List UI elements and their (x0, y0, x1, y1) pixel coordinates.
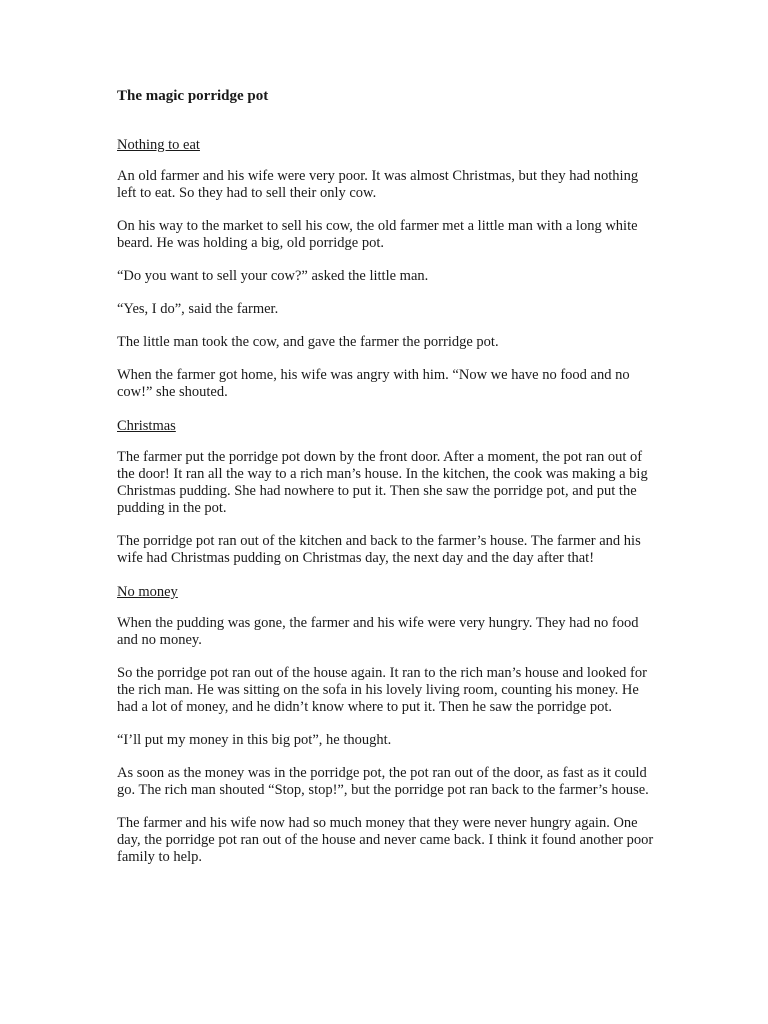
paragraph: “Do you want to sell your cow?” asked the little man. (117, 268, 429, 284)
paragraph: As soon as the money was in the porridge pot, the pot ran out of the door, as fast as it could go. The rich man shouted “Stop, stop!”, but the porridge pot ran back to the farmer’s house. (117, 765, 649, 798)
paragraph: “I’ll put my money in this big pot”, he thought. (117, 732, 392, 748)
section-heading: No money (117, 584, 178, 600)
section-christmas (117, 417, 657, 567)
section-heading: Nothing to eat (117, 137, 200, 153)
paragraph: The farmer and his wife now had so much money that they were never hungry again. One day, the porridge pot ran out of the house and never came back. I think it found another poor family to help. (117, 815, 654, 865)
paragraph: An old farmer and his wife were very poor. It was almost Christmas, but they had nothing left to eat. So they had to sell their only cow. (117, 168, 639, 201)
paragraph: When the pudding was gone, the farmer and his wife were very hungry. They had no food and no money. (117, 615, 639, 648)
paragraph: So the porridge pot ran out of the house again. It ran to the rich man’s house and looked for the rich man. He was sitting on the sofa in his lovely living room, counting his money. He had a lot of money, and he didn’t know where to put it. Then he saw the porridge pot. (117, 665, 647, 715)
paragraph: The porridge pot ran out of the kitchen and back to the farmer’s house. The farmer and his wife had Christmas pudding on Christmas day, the next day and the day after that! (117, 533, 641, 566)
paragraph: The farmer put the porridge pot down by the front door. After a moment, the pot ran out of the door! It ran all the way to a rich man’s house. In the kitchen, the cook was making a big Christmas pudding. She had nowhere to put it. Then she saw the porridge pot, and put the pudding in the pot. (117, 449, 648, 516)
section-heading: Christmas (117, 418, 176, 434)
paragraph: The little man took the cow, and gave the farmer the porridge pot. (117, 334, 499, 350)
section-nothing-to-eat (117, 136, 657, 401)
document-title: The magic porridge pot (117, 88, 269, 104)
paragraph: “Yes, I do”, said the farmer. (117, 301, 279, 317)
section-no-money (117, 583, 657, 866)
paragraph: On his way to the market to sell his cow, the old farmer met a little man with a long white beard. He was holding a big, old porridge pot. (117, 218, 638, 251)
paragraph: When the farmer got home, his wife was angry with him. “Now we have no food and no cow!” she shouted. (117, 367, 630, 400)
document-body (117, 86, 657, 882)
